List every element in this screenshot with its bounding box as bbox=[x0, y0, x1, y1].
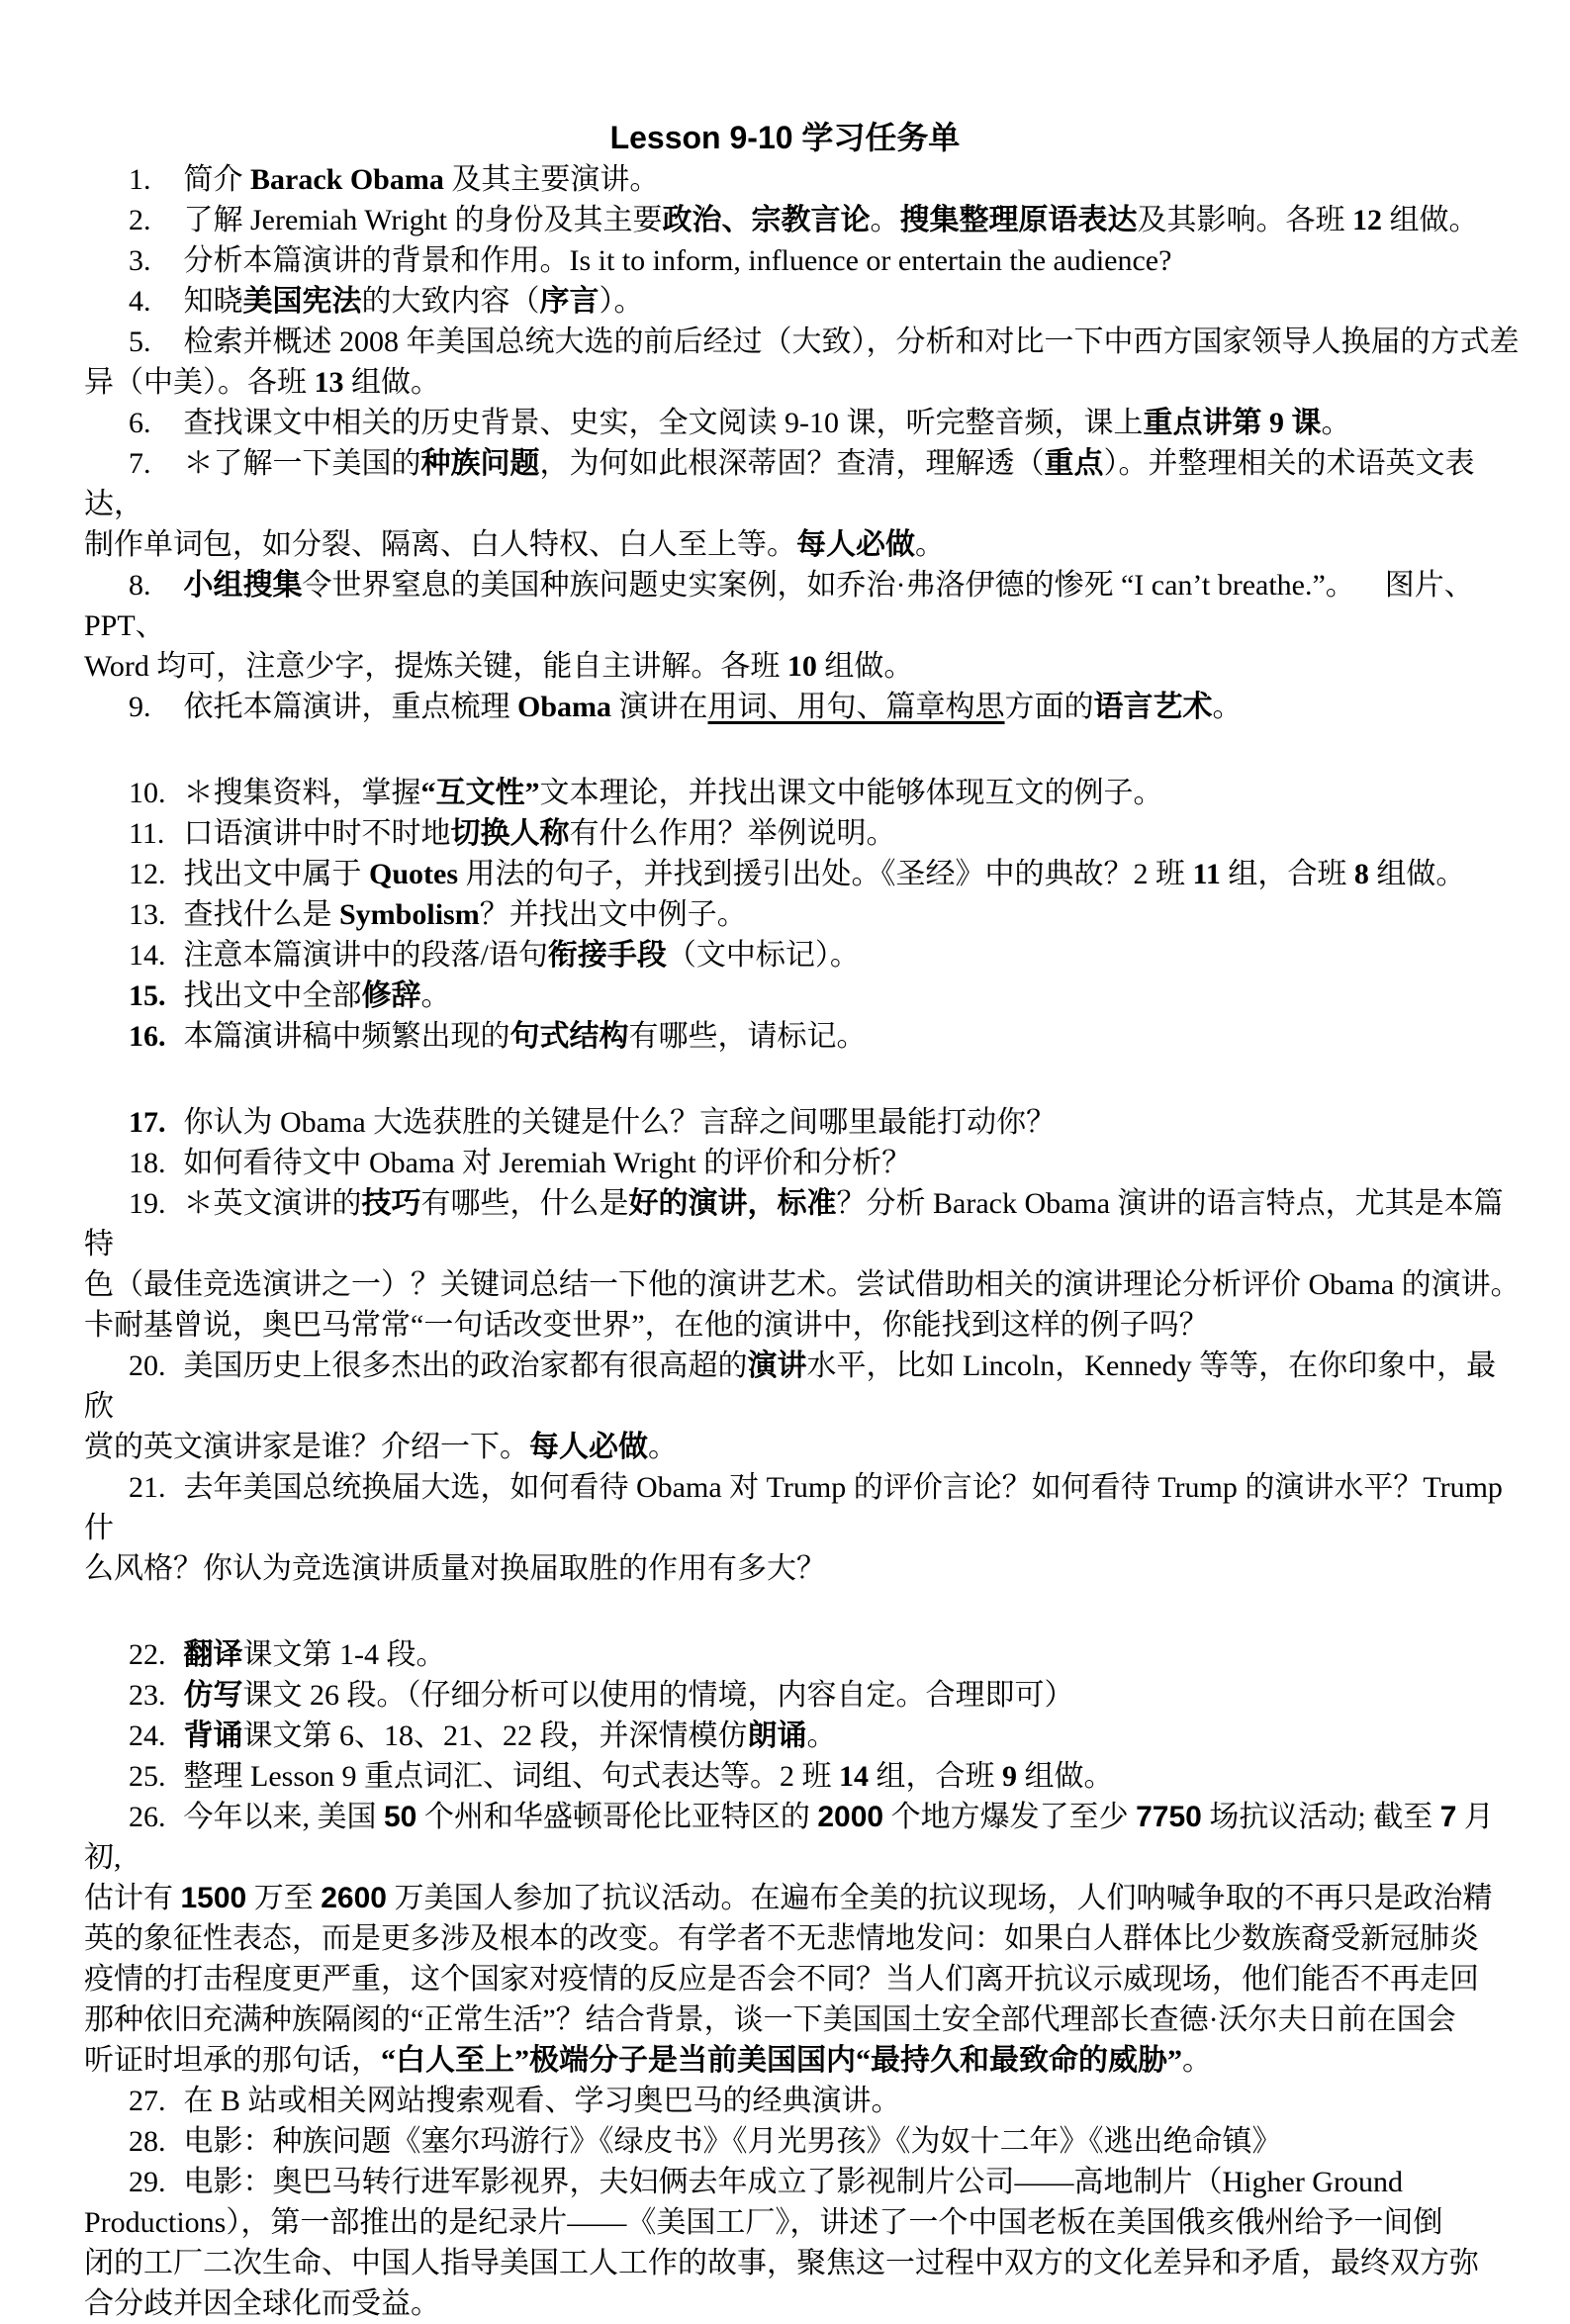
task-text-segment: 有什么作用？举例说明。 bbox=[569, 817, 896, 850]
task-item bbox=[84, 2081, 1521, 2121]
task-text-segment: 。 bbox=[1212, 691, 1243, 723]
task-text-segment: 课文第 6、18、21、22 段，并深情模仿 bbox=[242, 1720, 748, 1752]
task-number: 24. bbox=[129, 1720, 166, 1752]
task-text bbox=[184, 1760, 1114, 1793]
task-text-segment: 检索并概述 2008 年美国总统大选的前后经过（大致），分析和对比一下中西方国家领导人换届的方式差 异（中美）。各班 bbox=[84, 325, 1520, 399]
task-text bbox=[84, 447, 1475, 561]
task-item bbox=[84, 687, 1521, 727]
task-item bbox=[84, 200, 1521, 240]
task-number: 22. bbox=[129, 1638, 166, 1671]
task-text-segment: 有哪些，什么是 bbox=[420, 1187, 629, 1220]
task-text-segment: 用法的句子，并找到援引出处。《圣经》中的典故？2 班 bbox=[458, 858, 1193, 890]
task-text-segment: 序言 bbox=[539, 285, 600, 318]
task-text bbox=[84, 1471, 1503, 1585]
task-text-segment: Quotes bbox=[369, 858, 458, 890]
task-text-segment: 分析本篇演讲的背景和作用。Is it to inform, influence or entertain the audience? bbox=[183, 244, 1172, 277]
task-text-segment: 组做。 bbox=[816, 650, 914, 683]
task-number: 1. bbox=[129, 163, 151, 196]
task-text-segment: 句式结构 bbox=[509, 1020, 629, 1053]
task-text bbox=[184, 244, 1172, 277]
task-item bbox=[84, 1143, 1521, 1183]
task-text-segment: 美国宪法 bbox=[242, 285, 362, 318]
task-text-segment: 知晓 bbox=[183, 285, 243, 318]
task-text-segment: 。 bbox=[648, 1431, 678, 1463]
task-number: 29. bbox=[129, 2166, 166, 2198]
task-text bbox=[184, 817, 896, 850]
task-text-segment: 。 bbox=[1321, 407, 1351, 439]
task-text-segment: 组做。 bbox=[1017, 1760, 1114, 1793]
task-text bbox=[84, 1187, 1521, 1342]
task-text-segment: 技巧 bbox=[361, 1187, 421, 1220]
task-text bbox=[184, 1638, 446, 1671]
task-text-segment: 每人必做 bbox=[796, 528, 915, 561]
task-text-segment: 找出文中属于 bbox=[183, 858, 369, 890]
task-number: 12. bbox=[129, 858, 166, 890]
task-list bbox=[0, 159, 1570, 2324]
task-text-segment: 组做。 bbox=[1368, 858, 1466, 890]
task-text bbox=[184, 407, 1351, 439]
task-number: 26. bbox=[129, 1801, 166, 1833]
task-item bbox=[84, 1756, 1521, 1797]
task-text-segment: 简介 bbox=[183, 163, 250, 196]
task-item bbox=[84, 1675, 1521, 1716]
task-text-segment: 每人必做 bbox=[529, 1431, 648, 1463]
task-text-segment: 电影：奥巴马转行进军影视界，夫妇俩去年成立了影视制片公司——高地制片（Higher Ground Productions），第一部推出的是纪录片——《美国工厂》，讲述了一个中国老板在美国俄亥俄州给予一间倒 闭的工厂二次生命、中国人指导美国工人工作的故事，聚焦这一过程中双方的文化差异和矛盾，最终双方弥 合分歧并因全球化而受益。 bbox=[84, 2166, 1479, 2320]
task-text-segment: 查找什么是 bbox=[183, 898, 339, 931]
task-text-segment: 组做。 bbox=[343, 366, 440, 399]
task-text-segment: 政治、宗教言论 bbox=[662, 204, 871, 236]
task-item bbox=[84, 565, 1521, 687]
task-text bbox=[84, 569, 1474, 683]
task-text-segment: 种族问题 bbox=[420, 447, 540, 480]
task-text-segment: 整理 Lesson 9 重点词汇、词组、句式表达等。2 班 bbox=[183, 1760, 839, 1793]
task-text-segment: 。 bbox=[915, 528, 945, 561]
task-text-segment: 语言艺术 bbox=[1093, 691, 1213, 723]
task-number: 16. bbox=[129, 1020, 166, 1053]
task-text-segment: ＊搜集资料，掌握 bbox=[183, 777, 421, 809]
task-text-segment: 查找课文中相关的历史背景、史实，全文阅读 9-10 课，听完整音频，课上 bbox=[183, 407, 1144, 439]
task-text-segment: 修辞 bbox=[361, 979, 421, 1012]
task-item bbox=[84, 976, 1521, 1016]
task-text-segment: 口语演讲中时不时地 bbox=[183, 817, 451, 850]
task-text-segment: 及其影响。各班 bbox=[1137, 204, 1353, 236]
task-item bbox=[84, 1346, 1521, 1467]
task-text-segment: 8 bbox=[1353, 858, 1369, 890]
task-text-segment: 本篇演讲稿中频繁出现的 bbox=[183, 1020, 510, 1053]
task-text-segment: ？并找出文中例子。 bbox=[479, 898, 747, 931]
task-text-segment: 50 bbox=[384, 1801, 417, 1833]
task-text bbox=[184, 2125, 1282, 2158]
task-text bbox=[184, 939, 860, 972]
task-item bbox=[84, 1183, 1521, 1346]
task-text-segment: 注意本篇演讲中的段落/语句 bbox=[183, 939, 548, 972]
task-number: 7. bbox=[129, 447, 151, 480]
task-number: 4. bbox=[129, 285, 151, 318]
task-item bbox=[84, 1634, 1521, 1675]
task-item bbox=[84, 1102, 1521, 1143]
task-text-segment: 。 bbox=[1182, 2044, 1212, 2077]
task-text-segment: 12 bbox=[1352, 204, 1383, 236]
task-number: 21. bbox=[129, 1471, 166, 1504]
task-item bbox=[84, 2121, 1521, 2162]
task-text bbox=[84, 325, 1520, 399]
task-item bbox=[84, 443, 1521, 565]
task-text-segment: ？分析 Barack Obama 演讲的语言特点，尤其是本篇特 色（最佳竞选演讲之一）？关键词总结一下他的演讲艺术。尝试借助相关的演讲理论分析评价 Obama 的演讲。 卡耐基曾说，奥巴马常常“一句话改变世界”，在他的演讲中，你能找到这样的例子吗？ bbox=[84, 1187, 1521, 1342]
task-number: 25. bbox=[129, 1760, 166, 1793]
task-text-segment: 万美国人参加了抗议活动。在遍布全美的抗议现场，人们呐喊争取的不再只是政治精 英的象征性表态，而是更多涉及根本的改变。有学者不无悲情地发问：如果白人群体比少数族裔受新冠肺炎 疫情的打击程度更严重，这个国家对疫情的反应是否会不同？当人们离开抗议示威现场，他们能否不再走回 那种依旧充满种族隔阂的“正常生活”？结合背景，谈一下美国国土安全部代理部长查德·沃尔夫日前在国会 听证时坦承的那句话， bbox=[84, 1882, 1493, 2077]
task-text bbox=[184, 163, 660, 196]
task-text bbox=[184, 285, 644, 318]
task-item bbox=[84, 322, 1521, 403]
task-item bbox=[84, 1467, 1521, 1589]
task-text-segment: 仿写 bbox=[183, 1679, 243, 1712]
task-text-segment: Barack Obama bbox=[250, 163, 444, 196]
task-text-segment: 美国历史上很多杰出的政治家都有很高超的 bbox=[183, 1349, 748, 1382]
task-text-segment: 月初, 估计有 bbox=[84, 1801, 1494, 1914]
task-text-segment: 衔接手段 bbox=[547, 939, 667, 972]
task-number: 19. bbox=[129, 1187, 166, 1220]
task-text-segment: 在 B 站或相关网站搜索观看、学习奥巴马的经典演讲。 bbox=[183, 2085, 901, 2117]
task-text-segment: 。 bbox=[420, 979, 451, 1012]
task-text-segment: ＊了解一下美国的 bbox=[183, 447, 421, 480]
task-text bbox=[184, 1147, 912, 1179]
task-text-segment: 演讲在 bbox=[611, 691, 708, 723]
task-text-segment: 小组搜集 bbox=[183, 569, 303, 602]
task-text-segment: 了解 Jeremiah Wright 的身份及其主要 bbox=[183, 204, 663, 236]
task-number: 14. bbox=[129, 939, 166, 972]
task-text-segment: ）。 bbox=[599, 285, 644, 318]
task-text bbox=[84, 1801, 1494, 2077]
task-text-segment: 9 bbox=[1002, 1760, 1017, 1793]
task-text bbox=[184, 2085, 901, 2117]
task-number: 28. bbox=[129, 2125, 166, 2158]
page-title: Lesson 9-10 学习任务单 bbox=[609, 120, 961, 155]
task-text-segment: 及其主要演讲。 bbox=[443, 163, 660, 196]
task-text-segment: 个地方爆发了至少 bbox=[883, 1801, 1137, 1833]
task-number: 15. bbox=[129, 979, 166, 1012]
task-text bbox=[184, 204, 1479, 236]
task-text-segment: 10 bbox=[786, 650, 817, 683]
task-number: 27. bbox=[129, 2085, 166, 2117]
task-text-segment: 演讲 bbox=[747, 1349, 807, 1382]
task-text-segment: 万至 bbox=[246, 1882, 322, 1914]
task-text bbox=[184, 777, 1163, 809]
task-text bbox=[184, 1020, 867, 1053]
task-item bbox=[84, 2162, 1521, 2324]
task-text bbox=[184, 1679, 1074, 1712]
task-text-segment: 1500 bbox=[180, 1882, 247, 1914]
task-text-segment: 水平，比如 Lincoln，Kennedy 等等，在你印象中，最欣 赏的英文演讲家是谁？介绍一下。 bbox=[84, 1349, 1497, 1463]
task-item bbox=[84, 813, 1521, 854]
task-text-segment: 令世界窒息的美国种族问题史实案例，如乔治·弗洛伊德的惨死 “I can’t breathe.”。 图片、PPT、 Word 均可，注意少字，提炼关键，能自主讲解。各班 bbox=[84, 569, 1474, 683]
task-text-segment: 去年美国总统换届大选，如何看待 Obama 对 Trump 的评价言论？如何看待 Trump 的演讲水平？Trump 什 么风格？你认为竞选演讲质量对换届取胜的作用有多大？ bbox=[84, 1471, 1503, 1585]
task-text-segment: 依托本篇演讲，重点梳理 bbox=[183, 691, 517, 723]
task-number: 23. bbox=[129, 1679, 166, 1712]
task-text-segment: 搜集整理原语表达 bbox=[899, 204, 1138, 236]
task-text bbox=[184, 858, 1466, 890]
task-text-segment: 找出文中全部 bbox=[183, 979, 362, 1012]
task-item bbox=[84, 854, 1521, 894]
task-text bbox=[184, 1106, 1057, 1139]
task-number: 18. bbox=[129, 1147, 166, 1179]
task-text-segment: 2000 bbox=[817, 1801, 884, 1833]
task-text-segment: 好的演讲，标准 bbox=[628, 1187, 837, 1220]
task-text-segment: （文中标记）。 bbox=[666, 939, 860, 972]
task-text bbox=[184, 691, 1243, 723]
task-item bbox=[84, 159, 1521, 200]
task-text bbox=[184, 1720, 837, 1752]
task-text-segment: 背诵 bbox=[183, 1720, 243, 1752]
task-text-segment: 切换人称 bbox=[450, 817, 570, 850]
task-text-segment: 方面的 bbox=[1004, 691, 1094, 723]
task-number: 5. bbox=[129, 325, 151, 358]
task-text-segment: 的大致内容（ bbox=[361, 285, 540, 318]
task-text-segment: 翻译 bbox=[183, 1638, 243, 1671]
task-text-segment: Obama bbox=[517, 691, 612, 723]
task-text-segment: Symbolism bbox=[339, 898, 480, 931]
task-item bbox=[84, 1716, 1521, 1756]
task-number: 8. bbox=[129, 569, 151, 602]
task-text bbox=[84, 2166, 1479, 2320]
task-text-segment: ＊英文演讲的 bbox=[183, 1187, 362, 1220]
task-text-segment: 。 bbox=[870, 204, 900, 236]
task-text-segment: 14 bbox=[839, 1760, 869, 1793]
task-text-segment: 有哪些，请标记。 bbox=[628, 1020, 867, 1053]
task-text-segment: 11 bbox=[1192, 858, 1221, 890]
task-text-segment: 电影：种族问题《塞尔玛游行》《绿皮书》《月光男孩》《为奴十二年》《逃出绝命镇》 bbox=[183, 2125, 1282, 2158]
task-text-segment: 今年以来, 美国 bbox=[183, 1801, 384, 1833]
task-number: 3. bbox=[129, 244, 151, 277]
task-text-segment: ，为何如此根深蒂固？查清，理解透（ bbox=[539, 447, 1045, 480]
task-text-segment: 组做。 bbox=[1382, 204, 1479, 236]
task-text-segment: 组，合班 bbox=[869, 1760, 1002, 1793]
task-text-segment: 课文 26 段。（仔细分析可以使用的情境，内容自定。合理即可） bbox=[242, 1679, 1074, 1712]
task-item bbox=[84, 281, 1521, 322]
task-number: 10. bbox=[129, 777, 166, 809]
task-text bbox=[84, 1349, 1496, 1463]
task-item bbox=[84, 894, 1521, 935]
task-number: 6. bbox=[129, 407, 151, 439]
task-item bbox=[84, 403, 1521, 443]
task-item bbox=[84, 240, 1521, 281]
task-text-segment: 2600 bbox=[321, 1882, 387, 1914]
task-number: 9. bbox=[129, 691, 151, 723]
task-text-segment: ）。并整理相关的术语英文表达， 制作单词包，如分裂、隔离、白人特权、白人至上等。 bbox=[84, 447, 1475, 561]
task-text-segment: 朗诵 bbox=[747, 1720, 807, 1752]
task-text-segment: 组，合班 bbox=[1220, 858, 1354, 890]
task-text-segment: “互文性” bbox=[420, 777, 540, 809]
task-item bbox=[84, 935, 1521, 976]
task-text-segment: “白人至上”极端分子是当前美国国内“最持久和最致命的威胁” bbox=[381, 2044, 1182, 2077]
task-text-segment: 7 bbox=[1439, 1801, 1457, 1833]
task-number: 11. bbox=[129, 817, 165, 850]
task-item bbox=[84, 1797, 1521, 2081]
task-text-segment: 7750 bbox=[1136, 1801, 1202, 1833]
task-text-segment: 个州和华盛顿哥伦比亚特区的 bbox=[416, 1801, 818, 1833]
task-text-segment: 用词、用句、篇章构思 bbox=[707, 691, 1005, 723]
task-text bbox=[184, 979, 451, 1012]
task-item bbox=[84, 1016, 1521, 1057]
task-text-segment: 重点 bbox=[1044, 447, 1104, 480]
task-text bbox=[184, 898, 747, 931]
task-number: 17. bbox=[129, 1106, 166, 1139]
task-text-segment: 13 bbox=[314, 366, 344, 399]
task-number: 20. bbox=[129, 1349, 166, 1382]
task-text-segment: 如何看待文中 Obama 对 Jeremiah Wright 的评价和分析？ bbox=[183, 1147, 912, 1179]
task-text-segment: 课文第 1-4 段。 bbox=[242, 1638, 446, 1671]
task-text-segment: 场抗议活动; 截至 bbox=[1201, 1801, 1440, 1833]
task-text-segment: 你认为 Obama 大选获胜的关键是什么？言辞之间哪里最能打动你？ bbox=[183, 1106, 1057, 1139]
task-item bbox=[84, 773, 1521, 813]
task-text-segment: 重点讲第 9 课 bbox=[1143, 407, 1322, 439]
task-text-segment: 文本理论，并找出课文中能够体现互文的例子。 bbox=[539, 777, 1163, 809]
task-number: 2. bbox=[129, 204, 151, 236]
task-number: 13. bbox=[129, 898, 166, 931]
task-text-segment: 。 bbox=[806, 1720, 837, 1752]
